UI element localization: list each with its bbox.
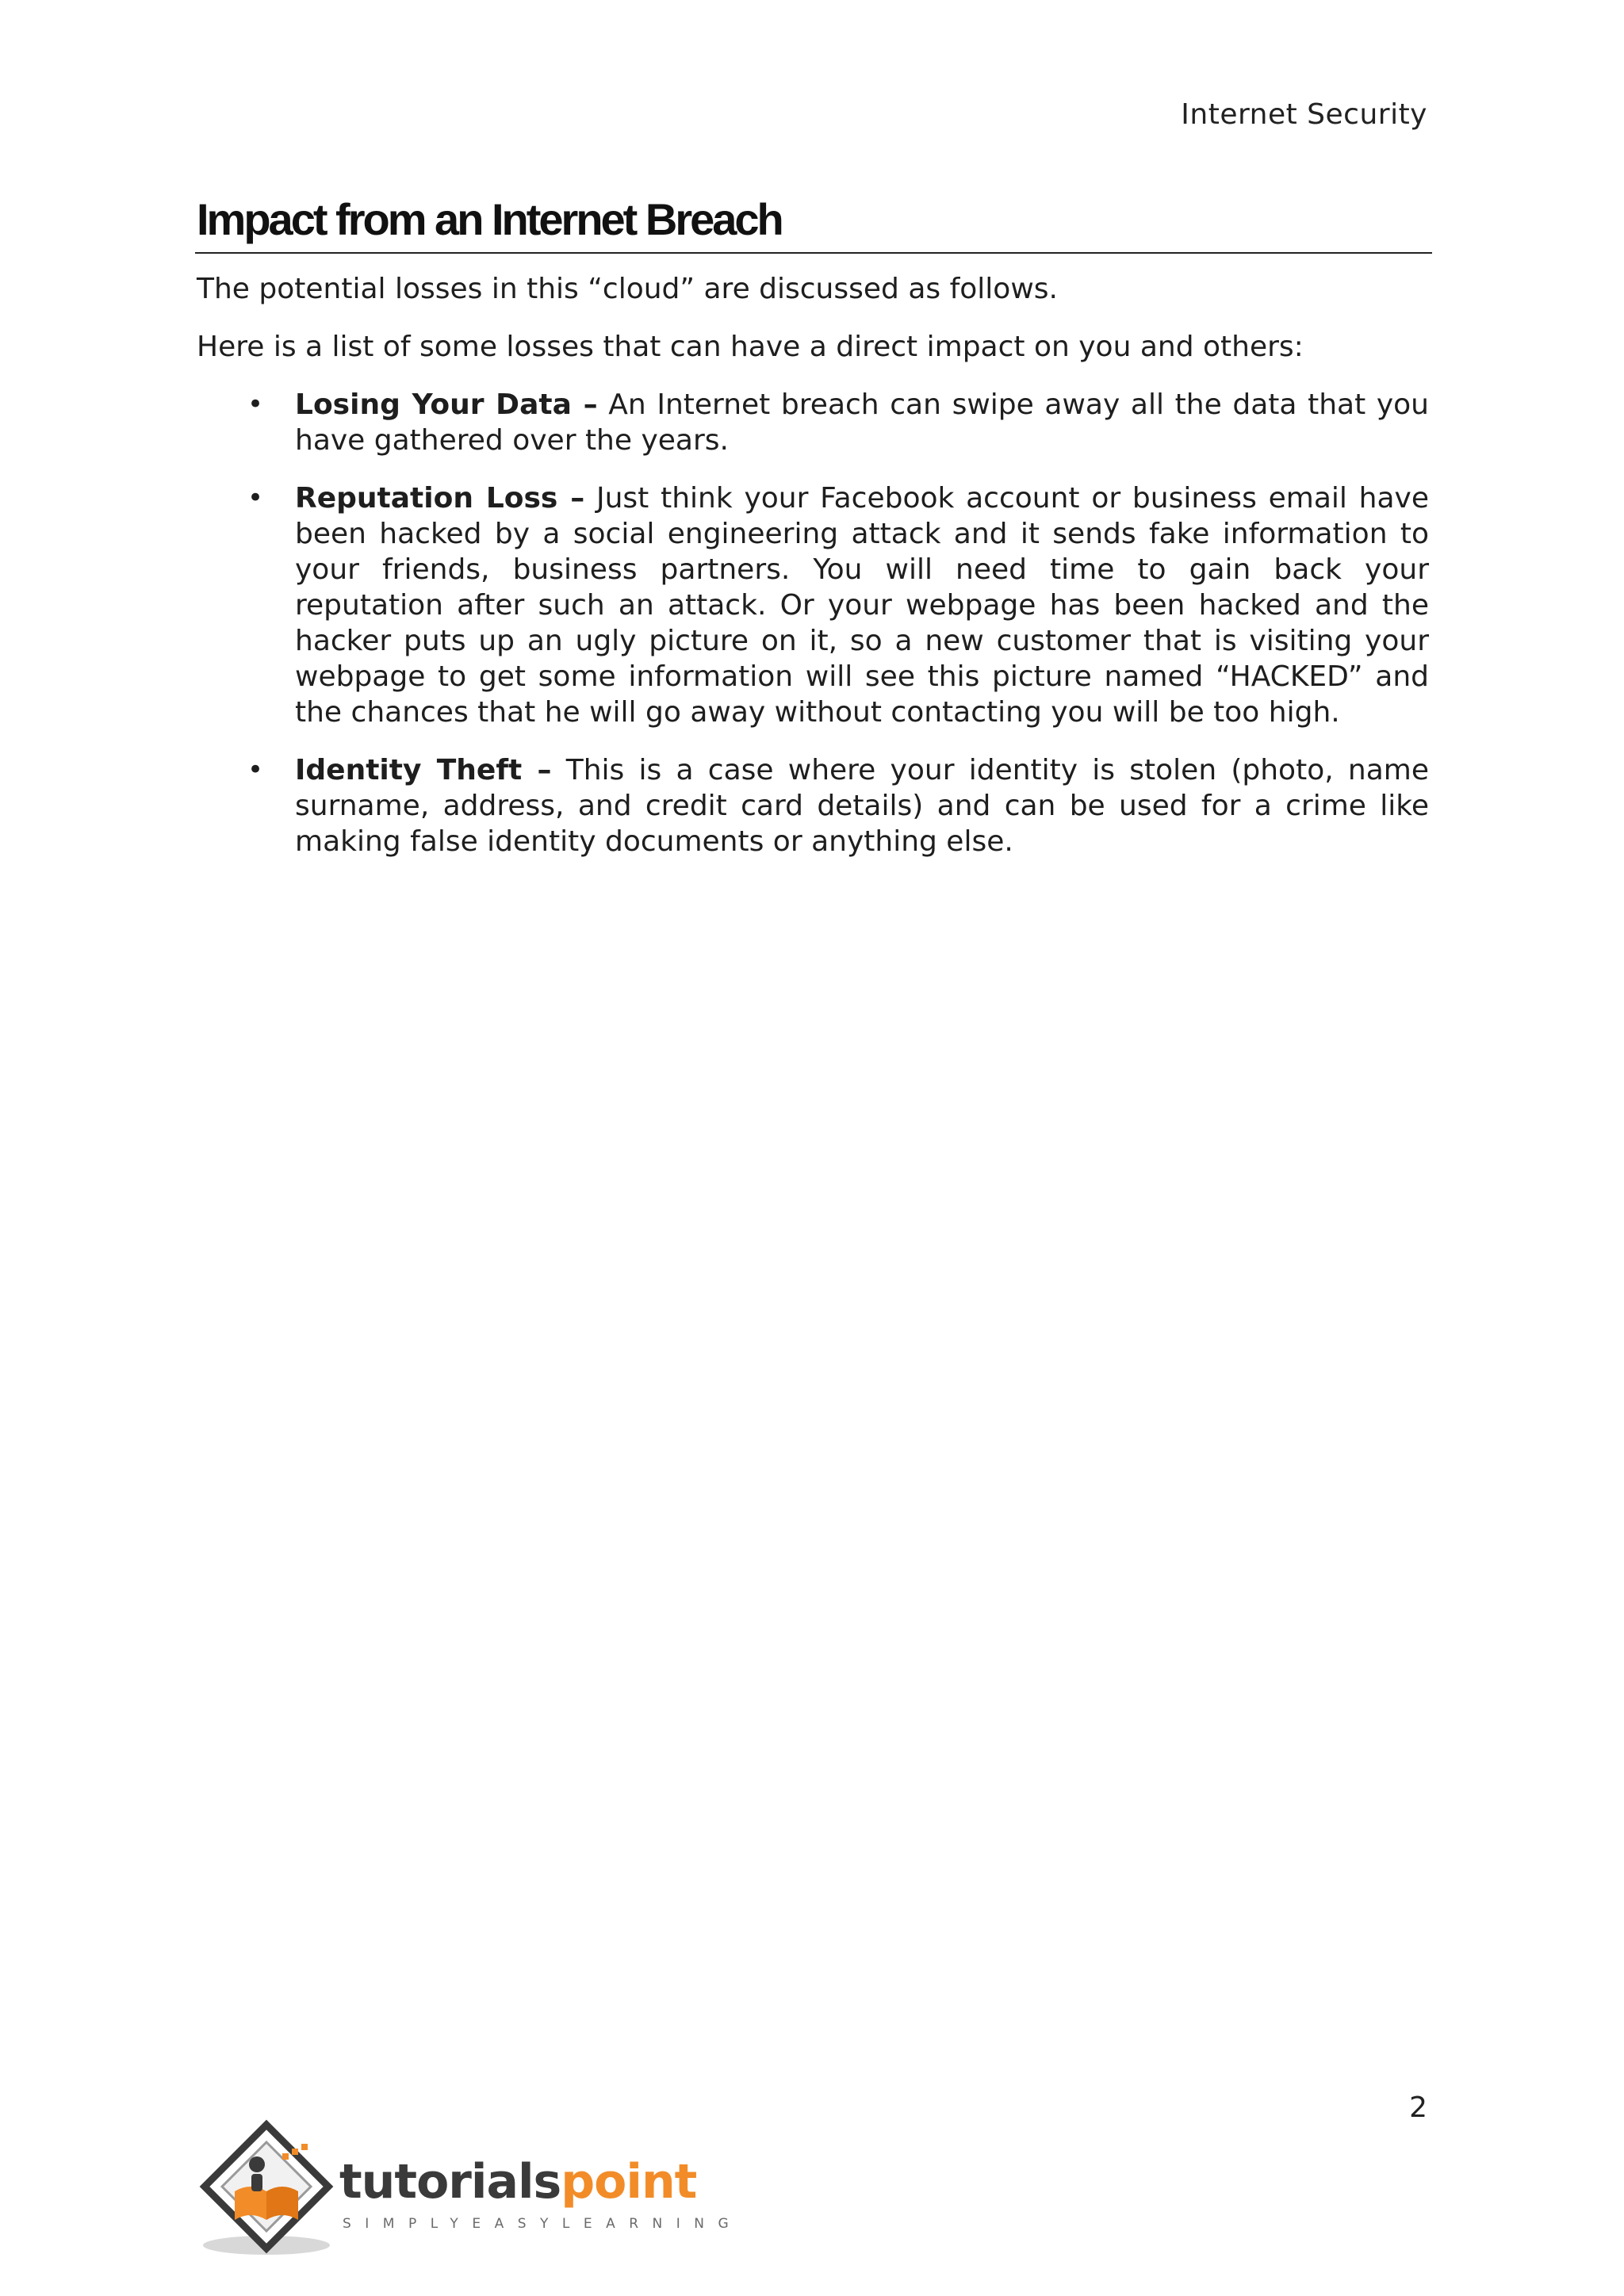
list-item <box>197 480 1429 730</box>
list-item <box>197 387 1429 458</box>
logo-tagline: SIMPLYEASYLEARNING <box>343 2216 743 2232</box>
page-number: 2 <box>1409 2091 1427 2124</box>
losses-list <box>197 387 1429 859</box>
list-item-text: Just think your Facebook account or business email have been hacked by a social engineering attack and it sends fake information to your friends, business partners. You will need time to gain back your reputation after such an attack. Or your webpage has been hacked and the hacker puts up an ugly picture on it, so a new customer that is visiting your webpage to get some information will see this picture named “HACKED” and the chances that he will go away without contacting you will be too high. <box>295 482 1429 729</box>
list-item-term: Losing Your Data – <box>295 388 598 421</box>
running-header: Internet Security <box>1181 98 1427 131</box>
section-body <box>197 271 1429 882</box>
tutorialspoint-logo-icon <box>205 2125 328 2248</box>
list-item-term: Reputation Loss – <box>295 482 585 515</box>
intro-paragraph: The potential losses in this “cloud” are discussed as follows. <box>197 273 1058 305</box>
list-item-text: This is a case where your identity is stolen (photo, name surname, address, and credit card details) and can be used for a crime like making false identity documents or anything else. <box>295 754 1429 858</box>
tutorialspoint-logo <box>195 2118 743 2261</box>
list-item <box>197 752 1429 859</box>
svg-text:tutorialspoint <box>339 2154 697 2210</box>
logo-name-part2: point <box>561 2154 697 2210</box>
list-item-term: Identity Theft – <box>295 754 552 786</box>
list-item-text: An Internet breach can swipe away all the data that you have gathered over the years. <box>295 388 1430 457</box>
bullet-icon: • <box>247 482 264 514</box>
bullet-icon: • <box>247 388 264 420</box>
section-title: Impact from an Internet Breach <box>197 194 782 244</box>
bullet-icon: • <box>247 754 264 786</box>
title-underline <box>195 252 1432 254</box>
list-intro-paragraph: Here is a list of some losses that can have a direct impact on you and others: <box>197 331 1304 363</box>
logo-name-part1: tutorials <box>339 2154 561 2210</box>
